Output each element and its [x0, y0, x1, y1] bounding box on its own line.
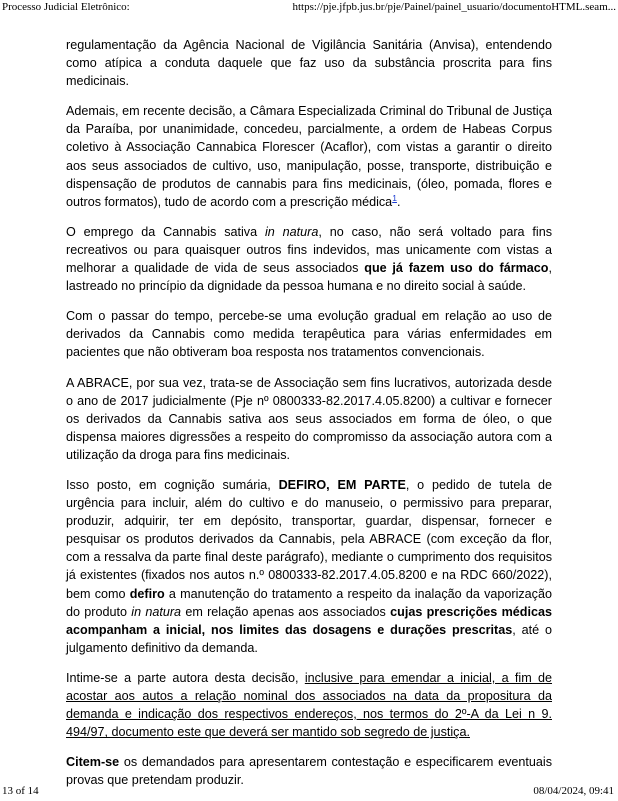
paragraph-8	[66, 753, 552, 789]
paragraph-1: regulamentação da Agência Nacional de Vigilância Sanitária (Anvisa), entendendo como atípica a conduta daquele que faz uso da substância proscrita para fins medicinais.	[66, 38, 552, 89]
footnote-link[interactable]: 1	[392, 192, 397, 203]
paragraph-3	[66, 223, 552, 295]
paragraph-6-text-b: , o pedido de tutela de urgência para incluir, além do cultivo e do manuseio, o permissivo para preparar, produzir, adquirir, ter em depósito, transportar, guardar, dispensar, fornecer e pesquisar os produtos derivados da Cannabis, pela ABRACE (com exceção da flor, com a ressalva da parte final deste parágrafo), mediante o cumprimento dos requisitos já existentes (fixados nos autos n.º 0800333-82.2017.4.05.8200 e na RDC 660/2022), bem como	[66, 477, 553, 601]
document-body	[66, 36, 552, 801]
print-footer-page: 13 of 14	[2, 785, 39, 797]
print-footer-datetime: 08/04/2024, 09:41	[533, 785, 614, 797]
print-header-title: Processo Judicial Eletrônico:	[2, 1, 130, 13]
paragraph-2-text: Ademais, em recente decisão, a Câmara Especializada Criminal do Tribunal de Justiça da Paraíba, por unanimidade, concedeu, parcialmente, a ordem de Habeas Corpus coletivo à Associação Cannabica Florescer (Acaflor), com vistas a garantir o direito aos seus associados de cultivo, uso, manipulação, posse, transporte, distribuição e dispensação de produtos de cannabis para fins medicinais, (óleo, pomada, flores e outros formatos), tudo de acordo com a prescrição médica	[66, 104, 552, 209]
paragraph-8-text: os demandados para apresentarem contestação e especificarem eventuais provas que pretendam produzir.	[66, 755, 552, 788]
paragraph-6-text-e: , até o julgamento definitivo da demanda.	[66, 622, 552, 655]
paragraph-3-text-b: , no caso, não será voltado para fins recreativos ou para quaisquer outros fins indevidos, mas unicamente com vistas a melhorar a qualidade de vida de seus associados	[66, 224, 552, 276]
paragraph-3-italic: in natura	[264, 224, 319, 239]
paragraph-7	[66, 669, 552, 741]
paragraph-4: Com o passar do tempo, percebe-se uma evolução gradual em relação ao uso de derivados da Cannabis como medida terapêutica para várias enfermidades em pacientes que não obtiveram boa resposta nos tratamentos convencionais.	[66, 309, 552, 360]
print-header-url: https://pje.jfpb.jus.br/pje/Painel/painel_usuario/documentoHTML.seam...	[292, 1, 616, 13]
paragraph-3-bold: que já fazem uso do fármaco	[364, 261, 549, 276]
paragraph-6-italic: in natura	[131, 604, 182, 619]
paragraph-6-bold-prescricoes: cujas prescrições médicas acompanham a inicial, nos limites das dosagens e durações prescritas	[66, 604, 552, 637]
paragraph-6-bold-defiro-em-parte: DEFIRO, EM PARTE	[278, 477, 406, 492]
paragraph-2-end: .	[396, 194, 401, 209]
paragraph-8-bold: Citem-se	[66, 755, 120, 770]
paragraph-6-text-c: a manutenção do tratamento a respeito da inalação da vaporização do produto	[66, 586, 552, 619]
paragraph-6-text-d: em relação apenas aos associados	[181, 604, 391, 619]
paragraph-6-bold-defiro: defiro	[129, 586, 165, 601]
paragraph-7-underlined: inclusive para emendar a inicial, a fim de acostar aos autos a relação nominal dos associados na data da propositura da demanda e indicação dos respectivos endereços, nos termos do 2º-A da Lei n 9. 494/97, documento este que deverá ser mantido sob segredo de justiça.	[66, 670, 553, 740]
paragraph-6-text-a: Isso posto, em cognição sumária,	[66, 477, 279, 492]
paragraph-3-text-a: O emprego da Cannabis sativa	[66, 224, 265, 239]
paragraph-5: A ABRACE, por sua vez, trata-se de Associação sem fins lucrativos, autorizada desde o ano de 2017 judicialmente (Pje nº 0800333-82.2017.4.05.8200) a cultivar e fornecer os derivados da Cannabis sativa aos seus associados em forma de óleo, o que dispensa maiores digressões a respeito do compromisso da associação autora com a utilização da droga para fins medicinais.	[66, 375, 552, 462]
paragraph-7-text-a: Intime-se a parte autora desta decisão,	[66, 670, 305, 685]
paragraph-6	[66, 476, 552, 657]
paragraph-2	[66, 102, 552, 211]
paragraph-3-text-c: , lastreado no princípio da dignidade da pessoa humana e no direito social à saúde.	[66, 261, 553, 294]
